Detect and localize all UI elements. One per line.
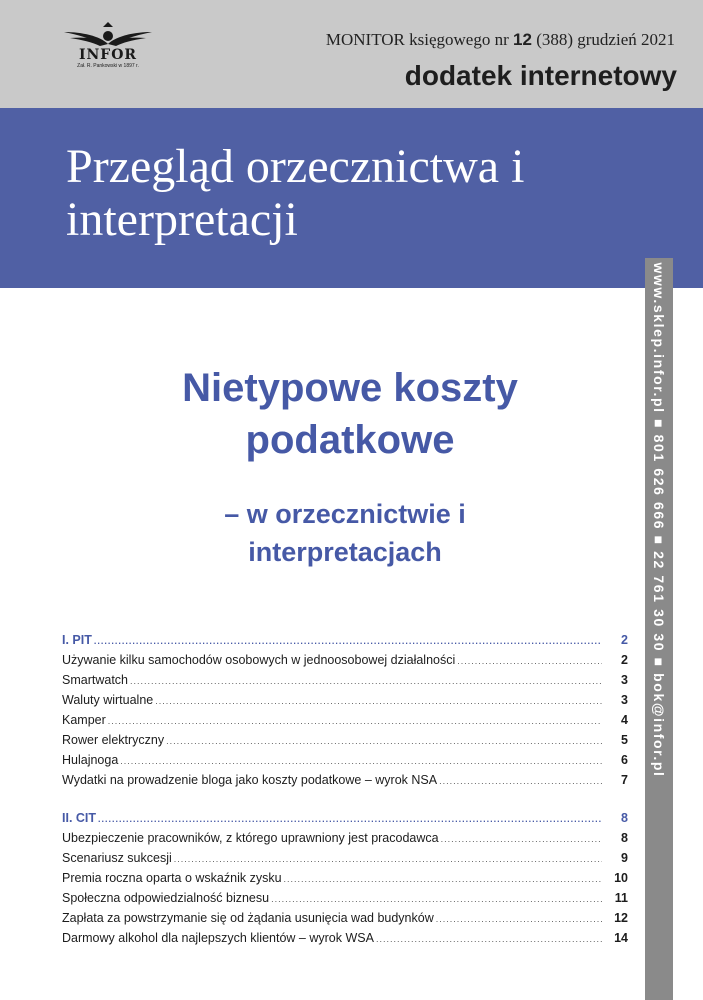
toc-item[interactable] xyxy=(62,851,628,871)
toc-page: 11 xyxy=(614,891,628,905)
toc-item-label: Waluty wirtualne xyxy=(62,693,154,707)
eagle-wings-icon xyxy=(60,22,156,48)
toc-item-label: Hulajnoga xyxy=(62,753,119,767)
toc-page: 2 xyxy=(621,653,628,667)
logo-subtext: Zał. R. Pankowski w 1897 r. xyxy=(77,63,139,69)
toc-page: 2 xyxy=(621,633,628,647)
toc-page: 9 xyxy=(621,851,628,865)
toc-item-label: Premia roczna oparta o wskaźnik zysku xyxy=(62,871,282,885)
issue-suffix: (388) grudzień 2021 xyxy=(531,30,675,49)
toc-item[interactable] xyxy=(62,733,628,753)
toc-leader xyxy=(284,874,602,884)
toc-item-label: Scenariusz sukcesji xyxy=(62,851,172,865)
toc-leader xyxy=(174,854,602,864)
toc-leader xyxy=(457,656,602,666)
toc-section-pit[interactable] xyxy=(62,633,628,653)
toc-item-label: Smartwatch xyxy=(62,673,128,687)
toc-leader xyxy=(120,756,602,766)
issue-prefix: MONITOR księgowego nr xyxy=(325,30,514,49)
toc-page: 5 xyxy=(621,733,628,747)
header-bar xyxy=(0,0,703,108)
toc-item[interactable] xyxy=(62,693,628,713)
toc-item-label: Ubezpieczenie pracowników, z którego uprawniony jest pracodawca xyxy=(62,831,439,845)
issue-info xyxy=(326,30,675,50)
toc-leader xyxy=(439,776,602,786)
toc-leader xyxy=(166,736,602,746)
toc-page: 4 xyxy=(621,713,628,727)
issue-number: 12 xyxy=(513,30,532,49)
toc-page: 12 xyxy=(614,911,628,925)
toc-leader xyxy=(271,894,602,904)
toc-page: 8 xyxy=(621,831,628,845)
toc-item[interactable] xyxy=(62,773,628,793)
toc-item[interactable] xyxy=(62,713,628,733)
table-of-contents xyxy=(62,633,628,951)
toc-spacer xyxy=(62,793,628,811)
toc-page: 10 xyxy=(614,871,628,885)
toc-leader xyxy=(436,914,602,924)
toc-item[interactable] xyxy=(62,911,628,931)
toc-page: 6 xyxy=(621,753,628,767)
toc-item-label: Zapłata za powstrzymanie się od żądania usunięcia wad budynków xyxy=(62,911,434,925)
toc-leader xyxy=(98,814,602,824)
toc-item-label: Społeczna odpowiedzialność biznesu xyxy=(62,891,270,905)
infor-logo xyxy=(60,22,156,72)
toc-leader xyxy=(94,636,602,646)
toc-leader xyxy=(108,716,602,726)
toc-page: 3 xyxy=(621,693,628,707)
toc-item[interactable] xyxy=(62,931,628,951)
toc-item[interactable] xyxy=(62,831,628,851)
toc-item-label: Kamper xyxy=(62,713,106,727)
toc-section-cit[interactable] xyxy=(62,811,628,831)
toc-leader xyxy=(130,676,602,686)
toc-leader xyxy=(441,834,602,844)
toc-item-label: Wydatki na prowadzenie bloga jako koszty podatkowe – wyrok NSA xyxy=(62,773,438,787)
contact-info: www.sklep.infor.pl ■ 801 626 666 ■ 22 761 30 30 ■ bok@infor.pl xyxy=(651,262,667,778)
logo-wordmark: INFOR xyxy=(78,47,138,63)
toc-page: 7 xyxy=(621,773,628,787)
cover-title: Nietypowe koszty podatkowe xyxy=(182,366,518,462)
toc-page: 14 xyxy=(614,931,628,945)
toc-item[interactable] xyxy=(62,653,628,673)
publication-title: Przegląd orzecznictwa i interpretacji xyxy=(66,140,525,246)
cover-subtitle: – w orzecznictwie i interpretacjach xyxy=(224,499,466,567)
toc-page: 3 xyxy=(621,673,628,687)
supplement-label: dodatek internetowy xyxy=(404,60,677,91)
toc-item-label: Używanie kilku samochodów osobowych w jednoosobowej działalności xyxy=(62,653,456,667)
toc-item-label: Darmowy alkohol dla najlepszych klientów – wyrok WSA xyxy=(62,931,374,945)
toc-item-label: Rower elektryczny xyxy=(62,733,165,747)
toc-section-label: II. CIT xyxy=(62,811,97,825)
toc-section-label: I. PIT xyxy=(62,633,92,647)
toc-item[interactable] xyxy=(62,871,628,891)
toc-page: 8 xyxy=(621,811,628,825)
toc-item[interactable] xyxy=(62,753,628,773)
toc-item[interactable] xyxy=(62,673,628,693)
toc-leader xyxy=(376,934,602,944)
toc-leader xyxy=(155,696,602,706)
toc-item[interactable] xyxy=(62,891,628,911)
